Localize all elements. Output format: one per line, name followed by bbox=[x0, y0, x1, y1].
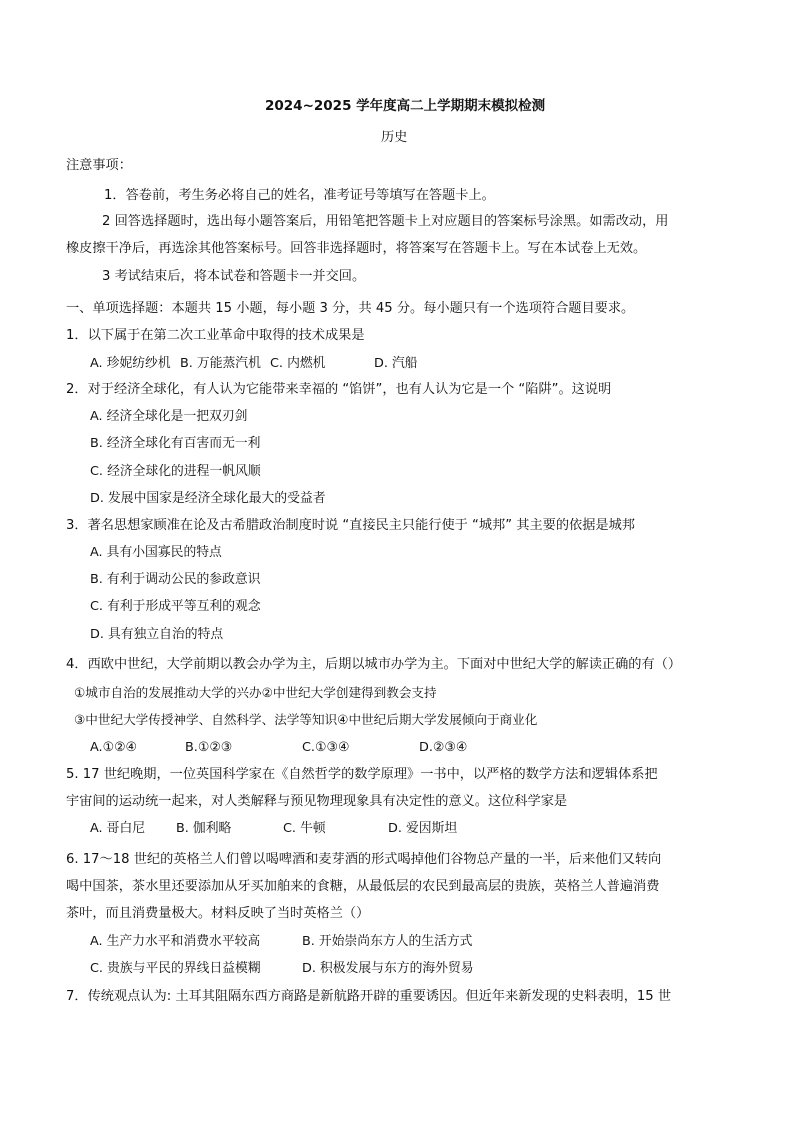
question-6-option-a: A. 生产力水平和消费水平较高 bbox=[90, 934, 261, 949]
question-2-stem: 2．对于经济全球化，有人认为它能带来幸福的 “馅饼”，也有人认为它是一个 “陷阱”。这说明 bbox=[66, 382, 612, 397]
notice-heading: 注意事项： bbox=[66, 158, 132, 173]
question-5-line-1: 5. 17 世纪晚期，一位英国科学家在《自然哲学的数学原理》一书中，以严格的数学方法和逻辑体系把 bbox=[66, 767, 658, 782]
question-4-line-3: ③中世纪大学传授神学、自然科学、法学等知识④中世纪后期大学发展倾向于商业化 bbox=[74, 712, 538, 727]
question-5-option-b: B. 伽利略 bbox=[176, 821, 232, 836]
notice-item-3: 3 考试结束后，将本试卷和答题卡一并交回。 bbox=[102, 269, 366, 284]
question-5-option-a: A. 哥白尼 bbox=[90, 821, 146, 836]
question-2-option-c: C. 经济全球化的进程一帆风顺 bbox=[90, 464, 261, 479]
question-1-option-c: C. 内燃机 bbox=[270, 356, 326, 371]
question-2-option-a: A. 经济全球化是一把双刃剑 bbox=[90, 409, 248, 424]
notice-item-2-line-1: 2 回答选择题时，选出每小题答案后，用铅笔把答题卡上对应题目的答案标号涂黑。如需改动，用 bbox=[102, 214, 669, 229]
notice-item-2-line-2: 橡皮擦干净后，再选涂其他答案标号。回答非选择题时，将答案写在答题卡上。写在本试卷上无效。 bbox=[66, 241, 647, 256]
question-3-option-b: B. 有利于调动公民的参政意识 bbox=[90, 572, 261, 587]
question-6-line-3: 茶叶，而且消费量极大。材料反映了当时英格兰（） bbox=[66, 906, 370, 921]
question-4-option-b: B.①②③ bbox=[185, 740, 233, 755]
exam-subject: 历史 bbox=[381, 130, 408, 145]
section-1-heading: 一、单项选择题：本题共 15 小题，每小题 3 分，共 45 分。每小题只有一个选项符合题目要求。 bbox=[66, 301, 635, 316]
question-4-option-c: C.①③④ bbox=[302, 740, 350, 755]
question-1-option-d: D. 汽船 bbox=[374, 356, 418, 371]
exam-title: 2024~2025 学年度高二上学期期末模拟检测 bbox=[265, 98, 546, 114]
question-5-line-2: 宇宙间的运动统一起来，对人类解释与预见物理现象具有决定性的意义。这位科学家是 bbox=[66, 794, 568, 809]
question-4-option-a: A.①②④ bbox=[90, 740, 138, 755]
question-6-option-c: C. 贵族与平民的界线日益模糊 bbox=[90, 961, 261, 976]
question-7-line-1: 7．传统观点认为: 土耳其阻隔东西方商路是新航路开辟的重要诱因。但近年来新发现的史料表明，15 世 bbox=[66, 989, 672, 1004]
question-3-option-a: A. 具有小国寡民的特点 bbox=[90, 545, 222, 560]
question-4-stem: 4．西欧中世纪，大学前期以教会办学为主，后期以城市办学为主。下面对中世纪大学的解读正确的有（） bbox=[66, 657, 682, 672]
question-6-line-1: 6. 17～18 世纪的英格兰人们曾以喝啤酒和麦芽酒的形式喝掉他们谷物总产量的一半，后来他们又转向 bbox=[66, 852, 662, 867]
question-5-option-c: C. 牛顿 bbox=[283, 821, 326, 836]
question-1-option-a: A. 珍妮纺纱机 bbox=[90, 356, 171, 371]
question-6-option-d: D. 积极发展与东方的海外贸易 bbox=[302, 961, 474, 976]
question-4-option-d: D.②③④ bbox=[419, 740, 468, 755]
question-4-line-2: ①城市自治的发展推动大学的兴办②中世纪大学创建得到教会支持 bbox=[74, 685, 437, 700]
question-3-stem: 3．著名思想家顾准在论及古希腊政治制度时说 “直接民主只能行使于 “城邦” 其主要的依据是城邦 bbox=[66, 518, 635, 533]
notice-item-1: 1．答卷前，考生务必将自己的姓名，准考证号等填写在答题卡上。 bbox=[104, 188, 495, 203]
question-1-stem: 1．以下属于在第二次工业革命中取得的技术成果是 bbox=[66, 328, 365, 343]
question-3-option-c: C. 有利于形成平等互利的观念 bbox=[90, 599, 261, 614]
question-2-option-b: B. 经济全球化有百害而无一利 bbox=[90, 436, 261, 451]
question-6-line-2: 喝中国茶，茶水里还要添加从牙买加舶来的食糖，从最低层的农民到最高层的贵族，英格兰人普遍消费 bbox=[66, 879, 660, 894]
question-1-option-b: B. 万能蒸汽机 bbox=[180, 356, 261, 371]
question-6-option-b: B. 开始崇尚东方人的生活方式 bbox=[302, 934, 473, 949]
question-5-option-d: D. 爱因斯坦 bbox=[388, 821, 458, 836]
question-3-option-d: D. 具有独立自治的特点 bbox=[90, 627, 224, 642]
question-2-option-d: D. 发展中国家是经济全球化最大的受益者 bbox=[90, 491, 326, 506]
